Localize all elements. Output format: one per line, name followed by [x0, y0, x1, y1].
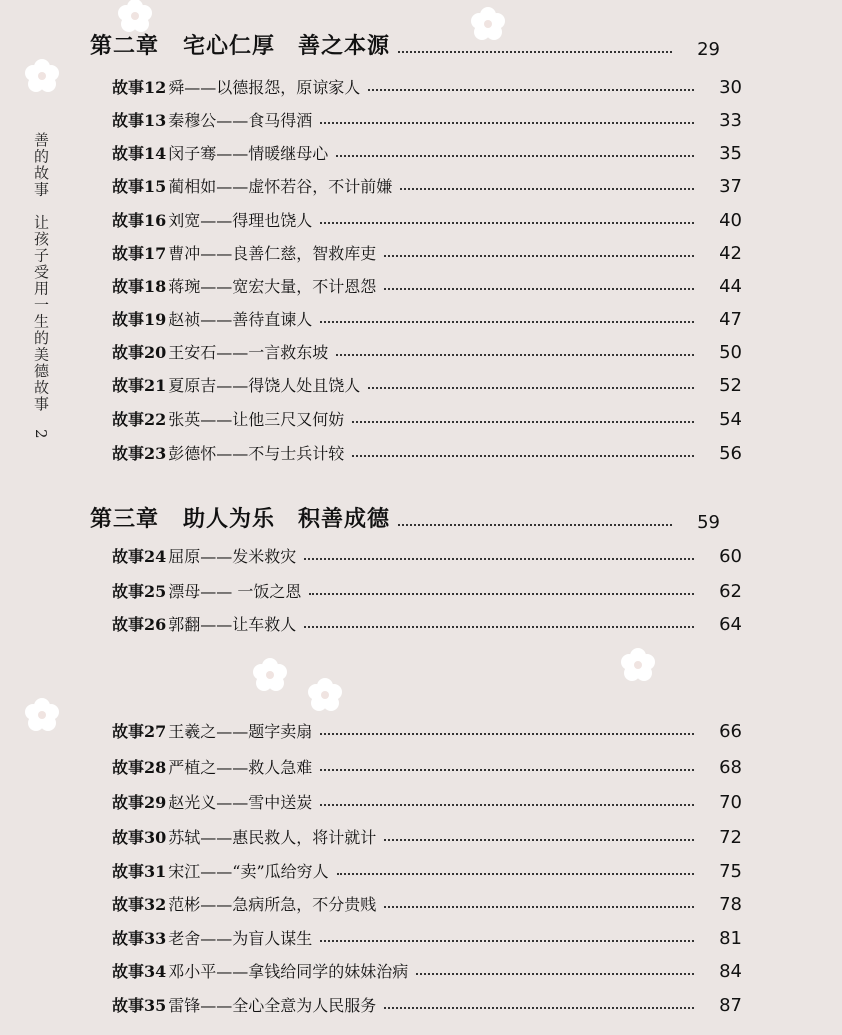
story-title: 宋江——“卖”瓜给穷人	[168, 862, 329, 881]
dot-leader	[320, 769, 694, 771]
story-title: 秦穆公——食马得酒	[168, 111, 313, 130]
toc-chapter-3[interactable]	[0, 503, 820, 533]
toc-story[interactable]	[0, 824, 842, 848]
story-title: 赵祯——善待直谏人	[168, 310, 313, 329]
flower-decoration-icon	[305, 675, 345, 715]
page-number: 50	[719, 342, 742, 363]
toc-story[interactable]	[0, 74, 842, 98]
toc-story[interactable]	[0, 543, 842, 567]
page-number: 52	[719, 375, 742, 396]
page-number: 42	[719, 243, 742, 264]
story-title: 雷锋——全心全意为人民服务	[168, 996, 377, 1015]
dot-leader	[352, 455, 694, 457]
story-title: 蔺相如——虚怀若谷，不计前嫌	[168, 177, 393, 196]
page-number: 40	[719, 210, 742, 231]
toc-story[interactable]	[0, 891, 842, 915]
dot-leader	[336, 354, 694, 356]
page-number: 54	[719, 409, 742, 430]
story-title: 张英——让他三尺又何妨	[168, 410, 345, 429]
toc-story[interactable]	[0, 858, 842, 882]
story-number: 故事23	[112, 444, 167, 463]
page-number: 29	[697, 39, 720, 60]
story-number: 故事13	[112, 111, 167, 130]
dot-leader	[398, 524, 672, 526]
dot-leader	[400, 188, 694, 190]
dot-leader	[368, 89, 694, 91]
page-number: 78	[719, 894, 742, 915]
toc-story[interactable]	[0, 406, 842, 430]
dot-leader	[320, 940, 694, 942]
dot-leader	[304, 558, 694, 560]
story-number: 故事27	[112, 722, 167, 741]
page-number: 64	[719, 614, 742, 635]
story-number: 故事20	[112, 343, 167, 362]
dot-leader	[384, 839, 694, 841]
toc-story[interactable]	[0, 578, 842, 602]
dot-leader	[416, 973, 694, 975]
page-number: 37	[719, 176, 742, 197]
story-title: 邓小平——拿钱给同学的妹妹治病	[168, 962, 409, 981]
story-number: 故事18	[112, 277, 167, 296]
toc-story[interactable]	[0, 207, 842, 231]
dot-leader	[384, 288, 694, 290]
story-title: 郭翻——让车救人	[168, 615, 297, 634]
dot-leader	[320, 321, 694, 323]
page-number: 44	[719, 276, 742, 297]
page-number: 62	[719, 581, 742, 602]
toc-story[interactable]	[0, 140, 842, 164]
page-number: 60	[719, 546, 742, 567]
story-title: 严植之——救人急难	[168, 758, 313, 777]
story-title: 舜——以德报怨，原谅家人	[168, 78, 361, 97]
story-title: 曹冲——良善仁慈，智救库吏	[168, 244, 377, 263]
story-number: 故事24	[112, 547, 167, 566]
page-number: 68	[719, 757, 742, 778]
story-number: 故事26	[112, 615, 167, 634]
chapter-number: 第二章	[90, 33, 160, 59]
dot-leader	[384, 1007, 694, 1009]
story-title: 王安石——一言救东坡	[168, 343, 329, 362]
toc-story[interactable]	[0, 754, 842, 778]
side-book-title: 善的故事 让孩子受用一生的美德故事 2	[32, 132, 50, 441]
story-title: 赵光义——雪中送炭	[168, 793, 313, 812]
page-number: 81	[719, 928, 742, 949]
chapter-number: 第三章	[90, 506, 160, 532]
toc-story[interactable]	[0, 107, 842, 131]
story-title: 彭德怀——不与士兵计较	[168, 444, 345, 463]
story-number: 故事28	[112, 758, 167, 777]
story-title: 屈原——发米救灾	[168, 547, 297, 566]
page-number: 30	[719, 77, 742, 98]
flower-decoration-icon	[618, 645, 658, 685]
page-number: 47	[719, 309, 742, 330]
story-number: 故事16	[112, 211, 167, 230]
story-number: 故事35	[112, 996, 167, 1015]
dot-leader	[320, 804, 694, 806]
page-number: 66	[719, 721, 742, 742]
toc-story[interactable]	[0, 718, 842, 742]
chapter-title: 宅心仁厚 善之本源	[183, 33, 391, 59]
story-title: 夏原吉——得饶人处且饶人	[168, 376, 361, 395]
story-number: 故事29	[112, 793, 167, 812]
page-number: 59	[697, 512, 720, 533]
dot-leader	[352, 421, 694, 423]
dot-leader	[336, 155, 694, 157]
story-title: 蒋琬——宽宏大量，不计恩怨	[168, 277, 377, 296]
page-number: 84	[719, 961, 742, 982]
toc-story[interactable]	[0, 992, 842, 1016]
story-title: 王羲之——题字卖扇	[168, 722, 313, 741]
toc-story[interactable]	[0, 789, 842, 813]
story-title: 范彬——急病所急，不分贵贱	[168, 895, 377, 914]
story-number: 故事19	[112, 310, 167, 329]
dot-leader	[384, 906, 694, 908]
page-number: 33	[719, 110, 742, 131]
story-title: 刘宽——得理也饶人	[168, 211, 313, 230]
toc-story[interactable]	[0, 173, 842, 197]
story-number: 故事34	[112, 962, 167, 981]
story-number: 故事32	[112, 895, 167, 914]
story-title: 漂母—— 一饭之恩	[168, 582, 302, 601]
page-number: 35	[719, 143, 742, 164]
story-number: 故事31	[112, 862, 167, 881]
dot-leader	[398, 51, 672, 53]
toc-story[interactable]	[0, 440, 842, 464]
page-number: 87	[719, 995, 742, 1016]
dot-leader	[304, 626, 694, 628]
page-number: 72	[719, 827, 742, 848]
story-number: 故事25	[112, 582, 167, 601]
toc-story[interactable]	[0, 958, 842, 982]
story-title: 老舍——为盲人谋生	[168, 929, 313, 948]
dot-leader	[337, 873, 694, 875]
dot-leader	[320, 122, 694, 124]
toc-story[interactable]	[0, 611, 842, 635]
page-number: 75	[719, 861, 742, 882]
toc-story[interactable]	[0, 306, 842, 330]
dot-leader	[320, 733, 694, 735]
dot-leader	[320, 222, 694, 224]
story-number: 故事33	[112, 929, 167, 948]
toc-chapter-2[interactable]	[0, 30, 820, 60]
story-number: 故事30	[112, 828, 167, 847]
story-number: 故事12	[112, 78, 167, 97]
toc-story[interactable]	[0, 925, 842, 949]
toc-story[interactable]	[0, 273, 842, 297]
story-number: 故事21	[112, 376, 167, 395]
toc-story[interactable]	[0, 372, 842, 396]
toc-story[interactable]	[0, 240, 842, 264]
dot-leader	[368, 387, 694, 389]
page-number: 56	[719, 443, 742, 464]
dot-leader	[309, 593, 694, 595]
story-number: 故事22	[112, 410, 167, 429]
story-number: 故事14	[112, 144, 167, 163]
story-number: 故事17	[112, 244, 167, 263]
story-number: 故事15	[112, 177, 167, 196]
chapter-title: 助人为乐 积善成德	[183, 506, 391, 532]
dot-leader	[384, 255, 694, 257]
story-title: 苏轼——惠民救人，将计就计	[168, 828, 377, 847]
page-number: 70	[719, 792, 742, 813]
story-title: 闵子骞——情暖继母心	[168, 144, 329, 163]
toc-story[interactable]	[0, 339, 842, 363]
flower-decoration-icon	[250, 655, 290, 695]
